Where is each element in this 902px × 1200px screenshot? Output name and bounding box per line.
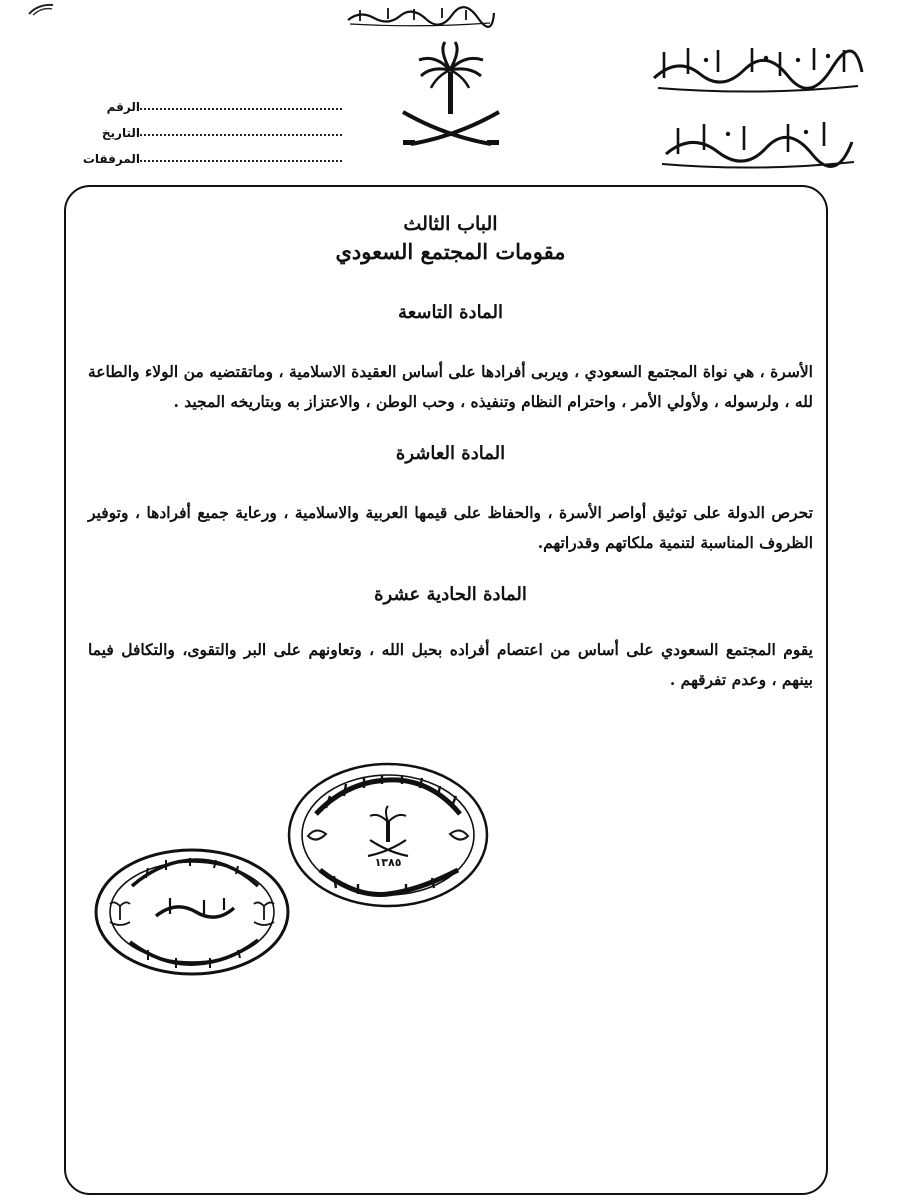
field-label: الرقم	[106, 100, 140, 114]
seal-year: ١٣٨٥	[374, 856, 402, 869]
field-attachments	[82, 140, 348, 166]
article-9-body: الأسرة ، هي نواة المجتمع السعودي ، ويربى أفرادها على أساس العقيدة الاسلامية ، وماتقتضيه من الولاء والطاعة لله ، ولرسوله ، ولأولي الأمر ، واحترام النظام وتنفيذه ، وحب الوطن ، والاعتزاز به وبتاريخه المجيد .	[88, 362, 813, 411]
field-dotted-line	[140, 159, 342, 162]
letterhead	[648, 38, 868, 168]
article-10-heading: المادة العاشرة	[395, 443, 506, 464]
article-10-body: تحرص الدولة على توثيق أواصر الأسرة ، والحفاظ على قيمها العربية والاسلامية ، ورعاية جميع أفرادها ، وتوفير الظروف المناسبة لتنمية ملكاتهم وقدراتهم.	[88, 503, 813, 552]
reference-fields	[82, 88, 348, 166]
palm-swords-emblem-icon	[395, 40, 507, 152]
field-number	[88, 88, 348, 114]
chapter-title: الباب الثالث	[403, 213, 498, 235]
field-label: التاريخ	[101, 126, 140, 140]
field-date	[88, 114, 348, 140]
royal-court-seal	[286, 760, 490, 910]
field-label: المرفقات	[82, 152, 140, 166]
chapter-subtitle: مقومات المجتمع السعودي	[335, 239, 566, 264]
field-dotted-line	[140, 107, 342, 110]
article-11-heading: المادة الحادية عشرة	[374, 584, 527, 605]
article-11-body: يقوم المجتمع السعودي على أساس من اعتصام أفراده بحبل الله ، وتعاونهم على البر والتقوى، والتكافل فيما بينهم ، وعدم تفرقهم .	[88, 640, 813, 689]
document-content	[88, 205, 813, 721]
basmala-calligraphy	[340, 4, 500, 28]
article-9-heading: المادة التاسعة	[398, 302, 503, 323]
corner-mark	[28, 2, 54, 16]
office-name-calligraphy	[648, 112, 868, 172]
cabinet-certified-copy-stamp	[92, 846, 292, 978]
kingdom-name-calligraphy	[648, 38, 868, 98]
field-dotted-line	[140, 133, 342, 136]
